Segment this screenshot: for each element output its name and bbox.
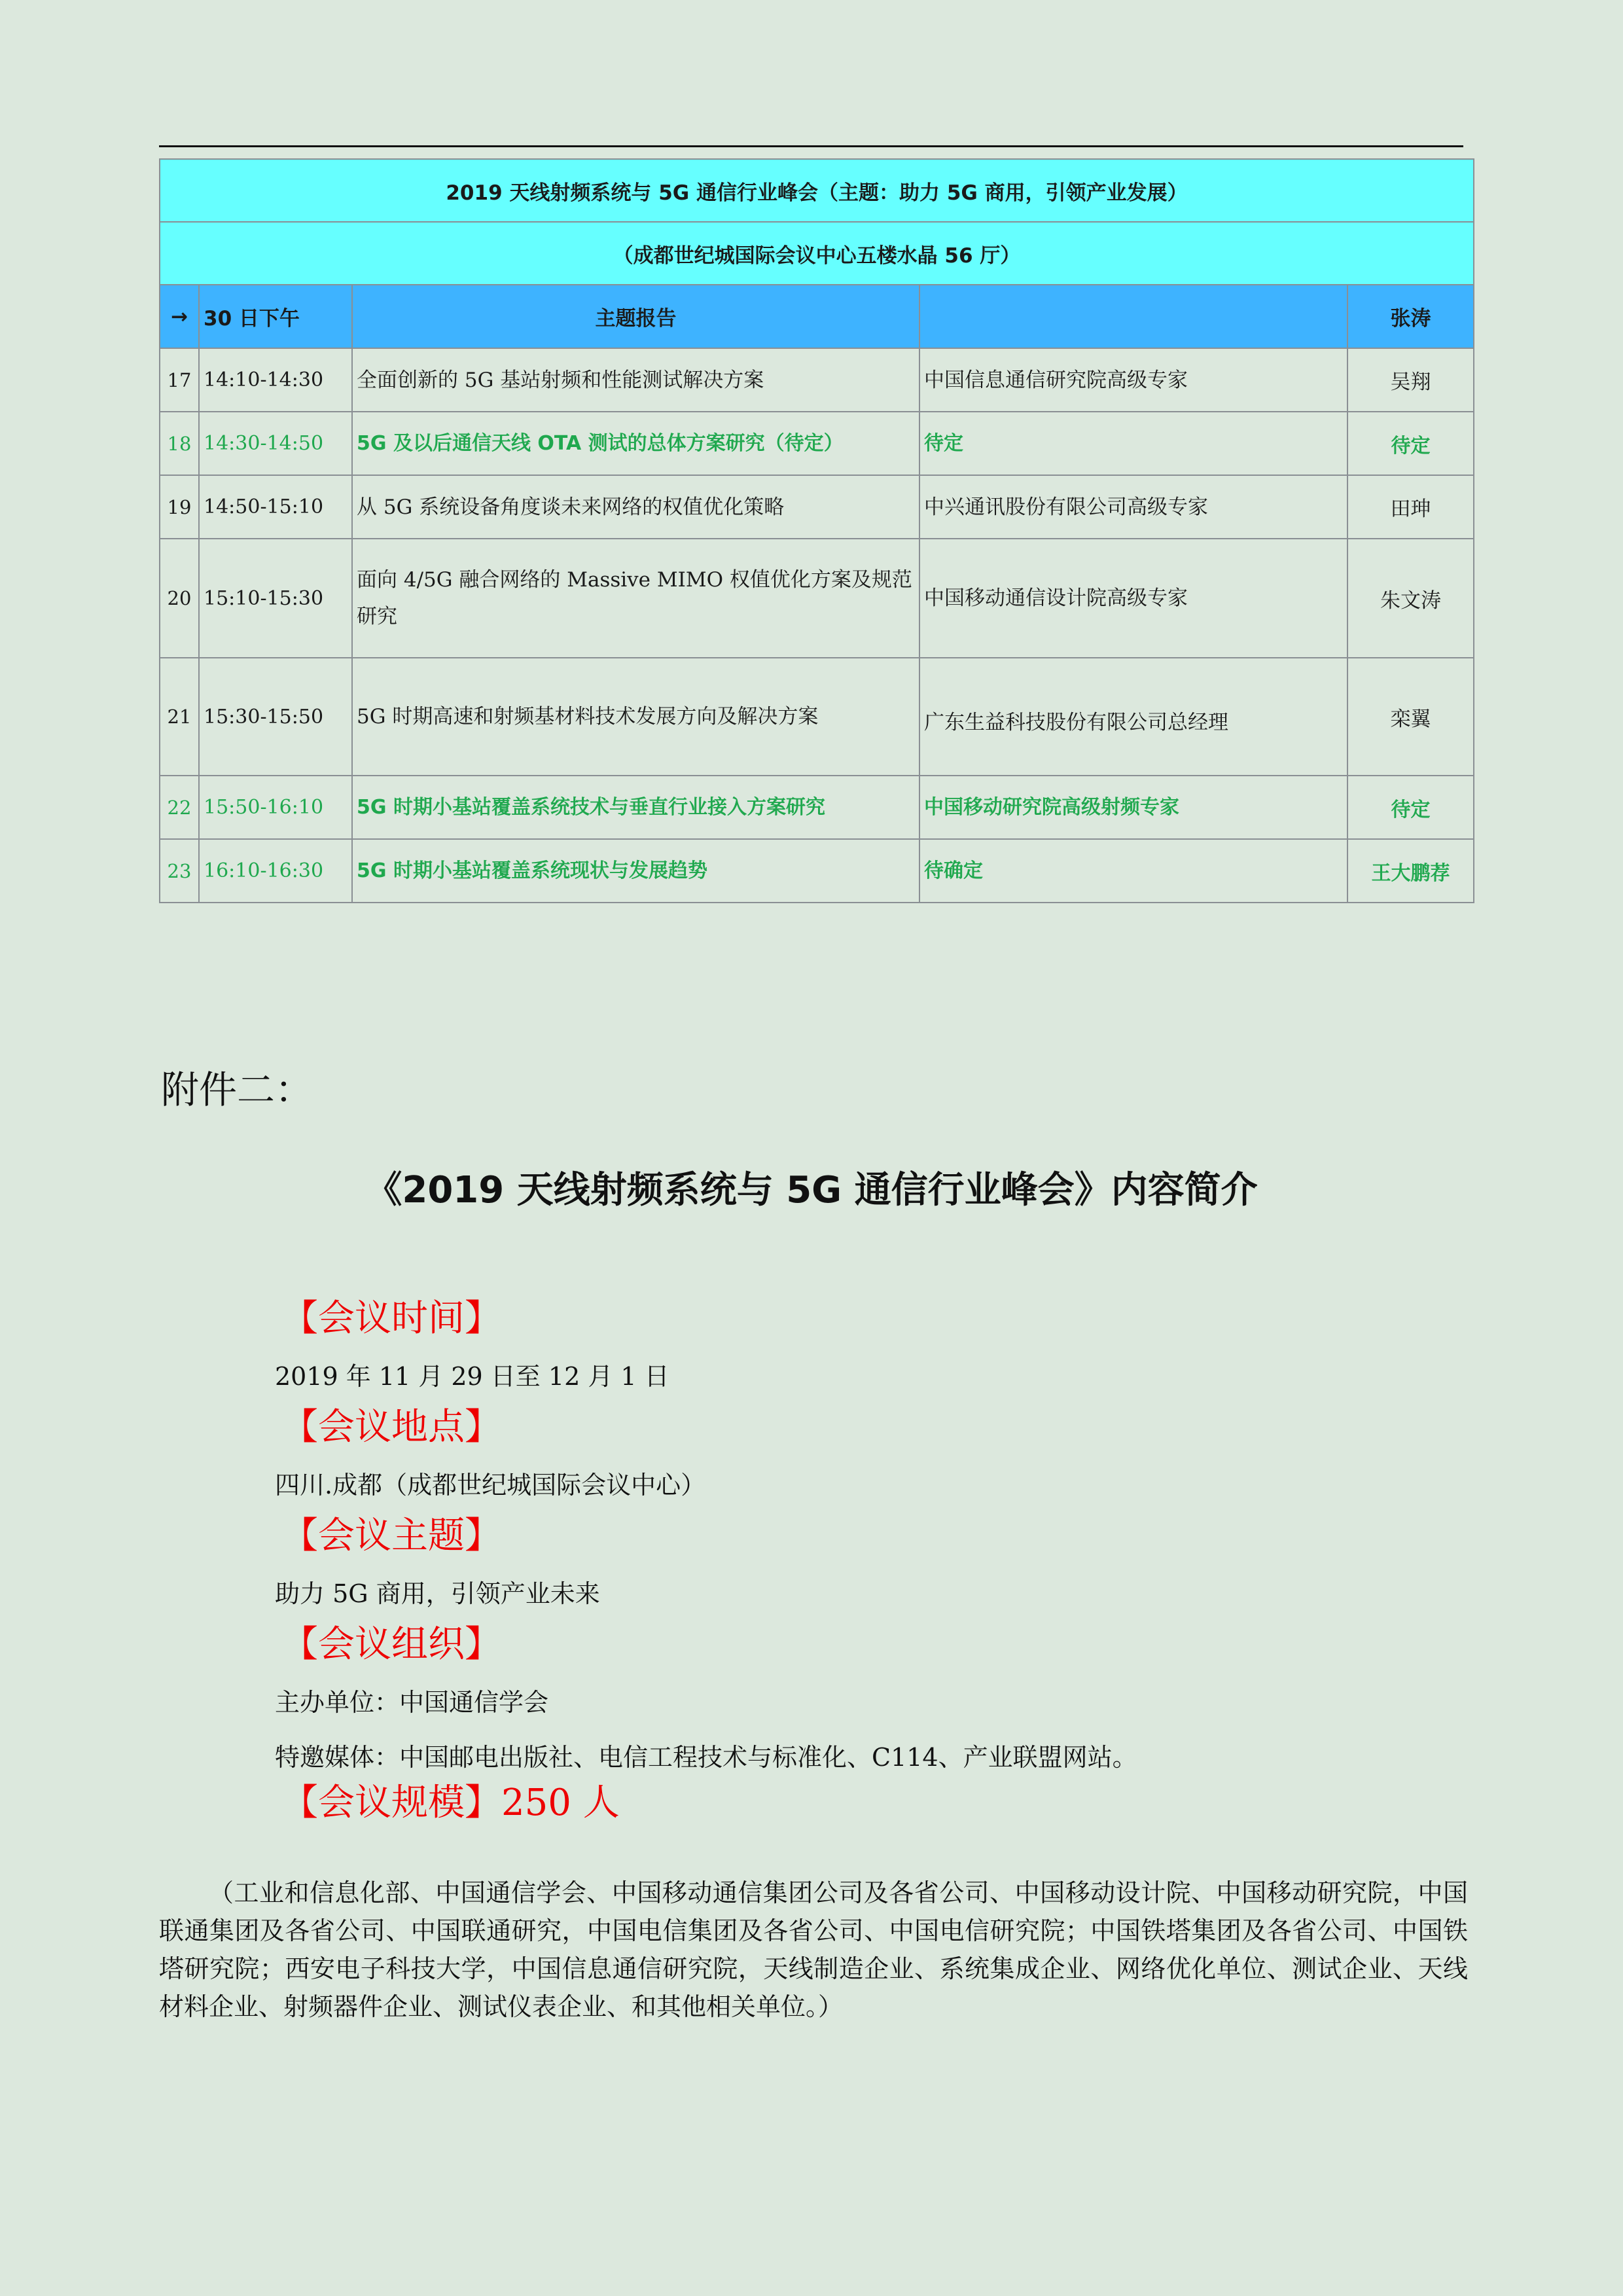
organizer-text: 主办单位：中国通信学会 [275,1688,549,1717]
session-topic-label: 主题报告 [352,285,919,348]
row-topic: 5G 时期小基站覆盖系统技术与垂直行业接入方案研究 [352,776,919,839]
table-row [160,539,1474,658]
row-topic: 从 5G 系统设备角度谈未来网络的权值优化策略 [352,475,919,539]
meeting-time-text: 2019 年 11 月 29 日至 12 月 1 日 [275,1362,669,1391]
attachment-label: 附件二： [161,1067,313,1112]
schedule-table [159,158,1474,903]
table-row [160,776,1474,839]
row-time: 14:10-14:30 [199,348,352,412]
session-header-row [160,285,1474,348]
row-organization: 待确定 [919,839,1347,903]
row-speaker: 田珅 [1347,475,1474,539]
row-number: 17 [160,348,199,412]
row-speaker: 朱文涛 [1347,539,1474,658]
row-organization: 中国移动通信设计院高级专家 [919,539,1347,658]
row-number: 23 [160,839,199,903]
row-topic: 全面创新的 5G 基站射频和性能测试解决方案 [352,348,919,412]
row-number: 18 [160,412,199,475]
schedule-title: 2019 天线射频系统与 5G 通信行业峰会（主题：助力 5G 商用，引领产业发展） [160,159,1474,222]
row-speaker: 栾翼 [1347,658,1474,776]
row-number: 20 [160,539,199,658]
session-host: 张涛 [1347,285,1474,348]
row-organization: 中国信息通信研究院高级专家 [919,348,1347,412]
row-topic: 5G 时期小基站覆盖系统现状与发展趋势 [352,839,919,903]
section-heading-scale [281,1774,620,1826]
section-heading-theme: 【会议主题】 [281,1515,501,1557]
schedule-venue-row [160,222,1474,285]
table-row [160,348,1474,412]
row-time: 15:30-15:50 [199,658,352,776]
section-heading-place: 【会议地点】 [281,1406,501,1448]
row-time: 16:10-16:30 [199,839,352,903]
row-speaker: 待定 [1347,776,1474,839]
row-speaker: 吴翔 [1347,348,1474,412]
session-org-label [919,285,1347,348]
table-row [160,839,1474,903]
row-number: 19 [160,475,199,539]
row-speaker: 待定 [1347,412,1474,475]
table-row [160,412,1474,475]
row-organization: 中兴通讯股份有限公司高级专家 [919,475,1347,539]
row-topic: 面向 4/5G 融合网络的 Massive MIMO 权值优化方案及规范研究 [352,539,919,658]
row-time: 15:10-15:30 [199,539,352,658]
media-text: 特邀媒体：中国邮电出版社、电信工程技术与标准化、C114、产业联盟网站。 [275,1743,1137,1772]
row-speaker: 王大鹏荐 [1347,839,1474,903]
section-heading-time: 【会议时间】 [281,1297,501,1340]
row-time: 14:30-14:50 [199,412,352,475]
meeting-place-text: 四川.成都（成都世纪城国际会议中心） [275,1471,706,1499]
arrow-icon: → [160,285,199,348]
row-organization: 中国移动研究院高级射频专家 [919,776,1347,839]
table-row [160,475,1474,539]
row-time: 14:50-15:10 [199,475,352,539]
schedule-title-row [160,159,1474,222]
row-number: 21 [160,658,199,776]
scale-count: 250 人 [501,1782,620,1824]
row-number: 22 [160,776,199,839]
participants-paragraph: （工业和信息化部、中国通信学会、中国移动通信集团公司及各省公司、中国移动设计院、中国移动研究院，中国联通集团及各省公司、中国联通研究，中国电信集团及各省公司、中国电信研究院；中国铁塔集团及各省公司、中国铁塔研究院；西安电子科技大学，中国信息通信研究院，天线制造企业、系统集成企业、网络优化单位、测试企业、天线材料企业、射频器件企业、测试仪表企业、和其他相关单位。） [159,1878,1468,2021]
scale-heading-label: 【会议规模】 [281,1782,501,1824]
top-rule [159,145,1463,147]
row-time: 15:50-16:10 [199,776,352,839]
session-time: 30 日下午 [199,285,352,348]
meeting-theme-text: 助力 5G 商用，引领产业未来 [275,1579,600,1608]
row-topic: 5G 及以后通信天线 OTA 测试的总体方案研究（待定） [352,412,919,475]
section-heading-organization: 【会议组织】 [281,1623,501,1666]
row-topic: 5G 时期高速和射频基材料技术发展方向及解决方案 [352,658,919,776]
table-row [160,658,1474,776]
row-organization: 待定 [919,412,1347,475]
row-organization: 广东生益科技股份有限公司总经理 [919,658,1347,776]
document-title: 《2019 天线射频系统与 5G 通信行业峰会》内容简介 [365,1169,1258,1211]
schedule-venue: （成都世纪城国际会议中心五楼水晶 56 厅） [160,222,1474,285]
